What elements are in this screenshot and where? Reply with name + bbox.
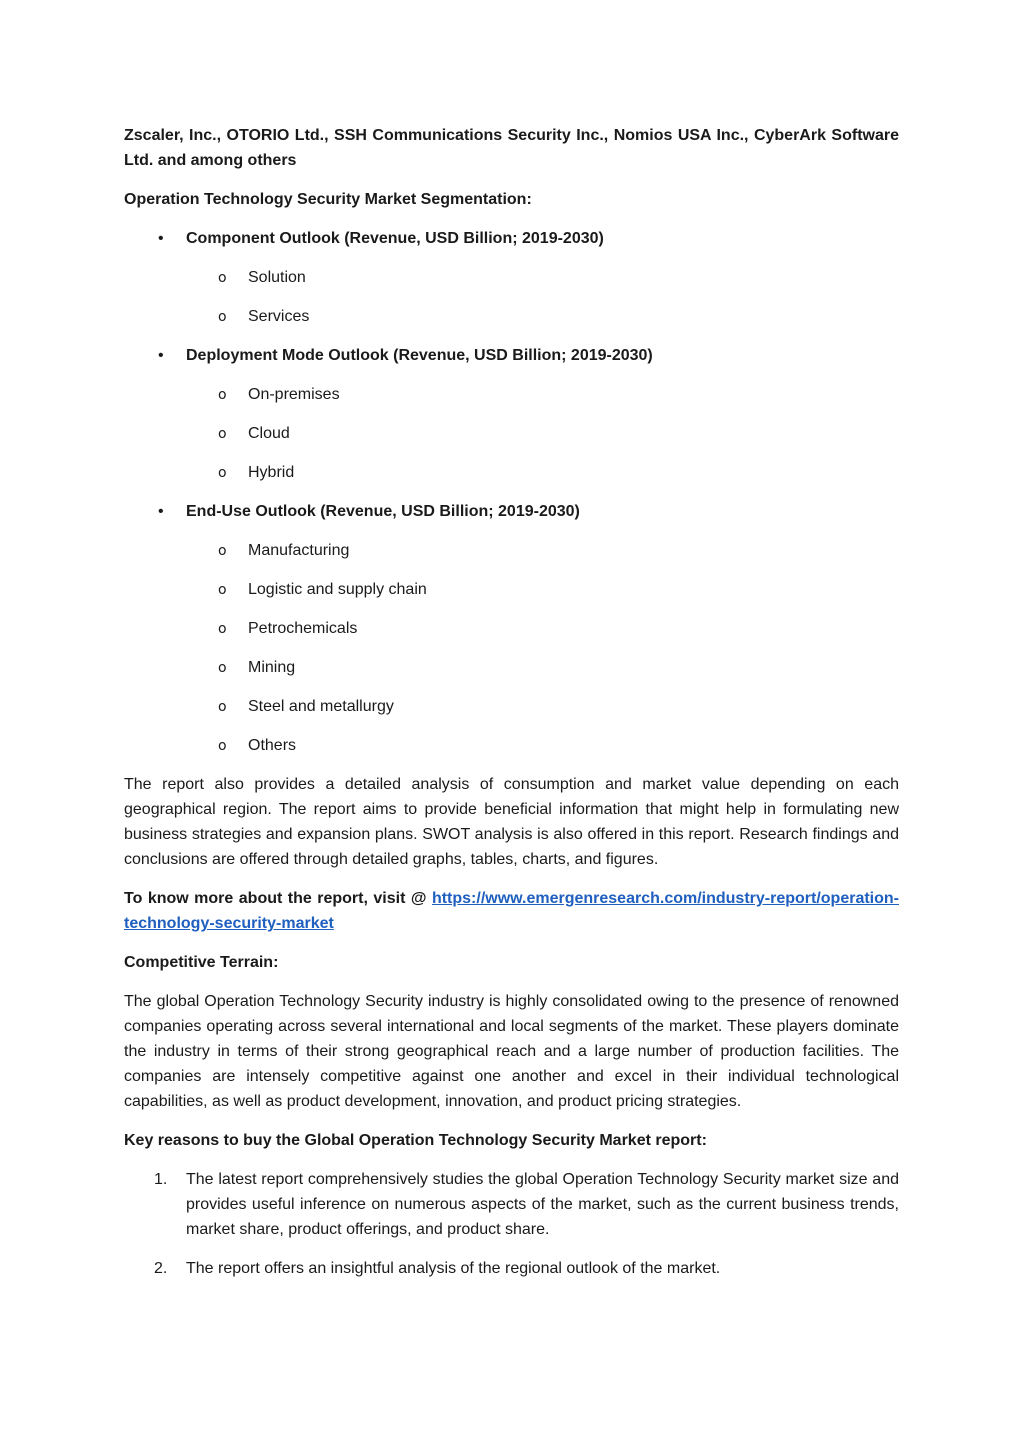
segment-item: Cloud: [248, 425, 290, 442]
list-item: [124, 538, 899, 563]
sub-bullet-icon: o: [218, 582, 227, 598]
report-paragraph: The report also provides a detailed analysis of consumption and market value depending on each geographical region. The report aims to provide beneficial information that might help in formulating new business strategies and expansion plans. SWOT analysis is also offered in this report. Research findings and conclusions are offered through detailed graphs, tables, charts, and figures.: [124, 776, 899, 868]
list-item: [124, 421, 899, 446]
list-item: [124, 694, 899, 719]
list-item: [124, 1256, 899, 1281]
segment-item: Others: [248, 737, 297, 754]
list-item: [124, 1167, 899, 1242]
competitive-paragraph: The global Operation Technology Security industry is highly consolidated owing to the presence of renowned companies operating across several international and local segments of the market. These players dominate the industry in terms of their strong geographical reach and a large number of production facilities. The companies are intensely competitive against one another and excel in their individual technological capabilities, as well as product development, innovation, and product pricing strategies.: [124, 993, 899, 1110]
segment-item: Mining: [248, 659, 296, 676]
key-reasons-list: [124, 1167, 899, 1281]
sub-bullet-icon: o: [218, 309, 227, 325]
sub-bullet-icon: o: [218, 699, 227, 715]
segment-item: Petrochemicals: [248, 620, 358, 637]
item-text: The report offers an insightful analysis of the regional outlook of the market.: [186, 1260, 721, 1277]
item-number: 1.: [154, 1171, 168, 1188]
intro-companies: Zscaler, Inc., OTORIO Ltd., SSH Communications Security Inc., Nomios USA Inc., CyberArk Software Ltd. and among others: [124, 127, 899, 169]
sub-bullet-icon: o: [218, 543, 227, 559]
key-reasons-heading: Key reasons to buy the Global Operation Technology Security Market report:: [124, 1132, 707, 1149]
segment-component: [124, 226, 899, 251]
sub-bullet-icon: o: [218, 426, 227, 442]
bullet-icon: •: [158, 347, 164, 364]
list-item: [124, 577, 899, 602]
segment-deployment-mode: [124, 343, 899, 368]
segmentation-list: [124, 226, 899, 758]
list-item: [124, 382, 899, 407]
report-link[interactable]: https://www.emergenresearch.com/industry-report/operation-technology-security-market: [124, 890, 899, 932]
list-item: [124, 304, 899, 329]
segment-item: Hybrid: [248, 464, 295, 481]
segment-title: Deployment Mode Outlook (Revenue, USD Billion; 2019-2030): [186, 347, 653, 364]
sub-bullet-icon: o: [218, 660, 227, 676]
list-item: [124, 616, 899, 641]
bullet-icon: •: [158, 230, 164, 247]
sub-bullet-icon: o: [218, 270, 227, 286]
sub-bullet-icon: o: [218, 621, 227, 637]
list-item: [124, 655, 899, 680]
visit-prefix: To know more about the report, visit @: [124, 890, 432, 907]
item-number: 2.: [154, 1260, 168, 1277]
sub-bullet-icon: o: [218, 465, 227, 481]
segmentation-heading: Operation Technology Security Market Segmentation:: [124, 191, 532, 208]
sub-bullet-icon: o: [218, 738, 227, 754]
competitive-heading: Competitive Terrain:: [124, 954, 279, 971]
segment-title: Component Outlook (Revenue, USD Billion; 2019-2030): [186, 230, 604, 247]
segment-item: Solution: [248, 269, 306, 286]
visit-line: [124, 886, 899, 936]
segment-item: On-premises: [248, 386, 340, 403]
segment-item: Steel and metallurgy: [248, 698, 394, 715]
segment-item: Manufacturing: [248, 542, 350, 559]
segment-item: Services: [248, 308, 310, 325]
bullet-icon: •: [158, 503, 164, 520]
item-text: The latest report comprehensively studies the global Operation Technology Security market size and provides useful inference on numerous aspects of the market, such as the current business trends, market share, product offerings, and product share.: [186, 1171, 899, 1238]
sub-bullet-icon: o: [218, 387, 227, 403]
list-item: [124, 733, 899, 758]
segment-end-use: [124, 499, 899, 524]
list-item: [124, 265, 899, 290]
segment-title: End-Use Outlook (Revenue, USD Billion; 2019-2030): [186, 503, 580, 520]
segment-item: Logistic and supply chain: [248, 581, 427, 598]
list-item: [124, 460, 899, 485]
